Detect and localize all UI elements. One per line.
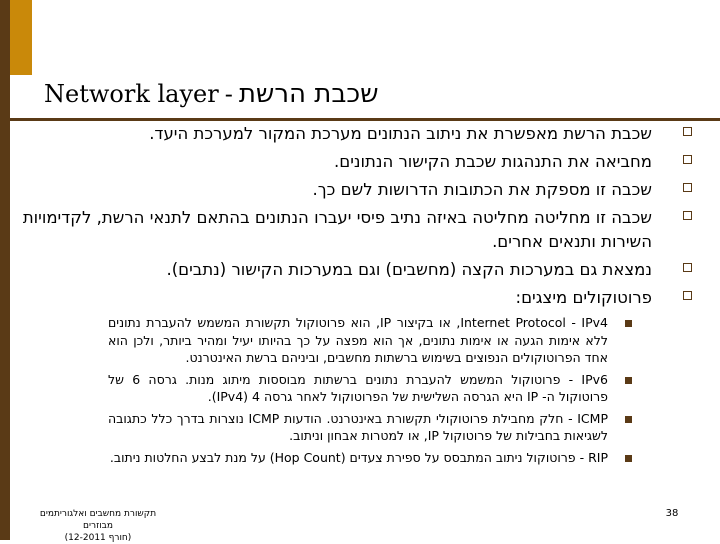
sub-bullet-item (108, 449, 608, 467)
sub-bullet-text: ICMP - חלק מחבילת פרוטוקולי תקשורת באינטרנט. הודעות ICMP נוצרות בדרך כלל כתגובה לשגיאות בחבילות של פרוטוקול IP, או למטרות אבחון וניתוב. (108, 410, 608, 443)
filled-square-bullet-icon (625, 416, 632, 423)
square-bullet-icon (683, 291, 692, 300)
bullet-item (20, 286, 692, 310)
title-divider (10, 118, 720, 121)
bullet-text: מחביאה את התנהגות שכבת הקישור הנתונים. (334, 152, 652, 171)
footer-semester: (חורף 12-2011) (64, 533, 132, 543)
sub-bullet-text: Internet Protocol - IPv4, או בקיצור IP, הוא פרוטוקול תקשורת המשמש להעברת נתונים ללא אימות הגעה או אימות נתונים, אך הוא מפצה על כך בהיותו יעיל ומהיר ביותר, ולכן הוא אחד הפרוטוקולים הנפוצים בשימוש ברשתות מחשבים, וביניהם ברשת האינטרנט. (108, 315, 608, 365)
square-bullet-icon (683, 211, 692, 220)
sub-bullet-item (108, 314, 608, 367)
bullet-item (20, 122, 692, 146)
bullet-text: שכבה זו מספקת את הכתובות הדרושות לשם כך. (312, 180, 652, 199)
slide-footer (38, 508, 158, 544)
footer-course-name: תקשורת מחשבים ואלגוריתמים מבוזרים (39, 509, 157, 531)
bullet-text: שכבת הרשת מאפשרת את ניתוב הנתונים מערכת המקור למערכת היעד. (149, 124, 652, 143)
filled-square-bullet-icon (625, 455, 632, 462)
square-bullet-icon (683, 183, 692, 192)
square-bullet-icon (683, 127, 692, 136)
sub-bullet-item (108, 410, 608, 445)
filled-square-bullet-icon (625, 377, 632, 384)
slide-title (44, 74, 584, 114)
side-accent-bar (0, 0, 10, 540)
page-number: 38 (665, 508, 679, 519)
bullet-item (20, 178, 692, 202)
main-bullet-list (20, 122, 692, 314)
bullet-text: שכבה זו מחליטה מחליטה באיזה נתיב פיסי יעברו הנתונים בהתאם לתנאי הרשת, לקדימויות השירות ותנאים אחרים. (22, 208, 652, 251)
square-bullet-icon (683, 155, 692, 164)
filled-square-bullet-icon (625, 320, 632, 327)
sub-bullet-item (108, 371, 608, 406)
bullet-item (20, 150, 692, 174)
bullet-text: פרוטוקולים מיצגים: (515, 288, 652, 307)
bullet-text: נמצאת גם במערכות הקצה (מחשבים) וגם במערכות הקישור (נתבים). (166, 260, 652, 279)
bullet-item (20, 258, 692, 282)
title-separator: - (224, 80, 233, 108)
title-hebrew: שכבת הרשת (238, 79, 379, 109)
square-bullet-icon (683, 263, 692, 272)
top-accent-block (10, 0, 32, 75)
protocol-sub-list (108, 314, 608, 470)
sub-bullet-text: RIP - פרוטוקול ניתוב המתבסס על ספירת צעדים (Hop Count) על מנת לבצע החלטות ניתוב. (109, 449, 608, 465)
bullet-item (20, 206, 692, 254)
title-english: Network layer (44, 80, 219, 108)
sub-bullet-text: IPv6 - פרוטוקול המשמש להעברת נתונים ברשתות מבוססות מיתוג מנות. גרסה 6 של פרוטוקול ה- IP היא הגרסה השלישית של הפרוטוקול לאחר גרסה 4 (IPv4). (108, 371, 608, 404)
